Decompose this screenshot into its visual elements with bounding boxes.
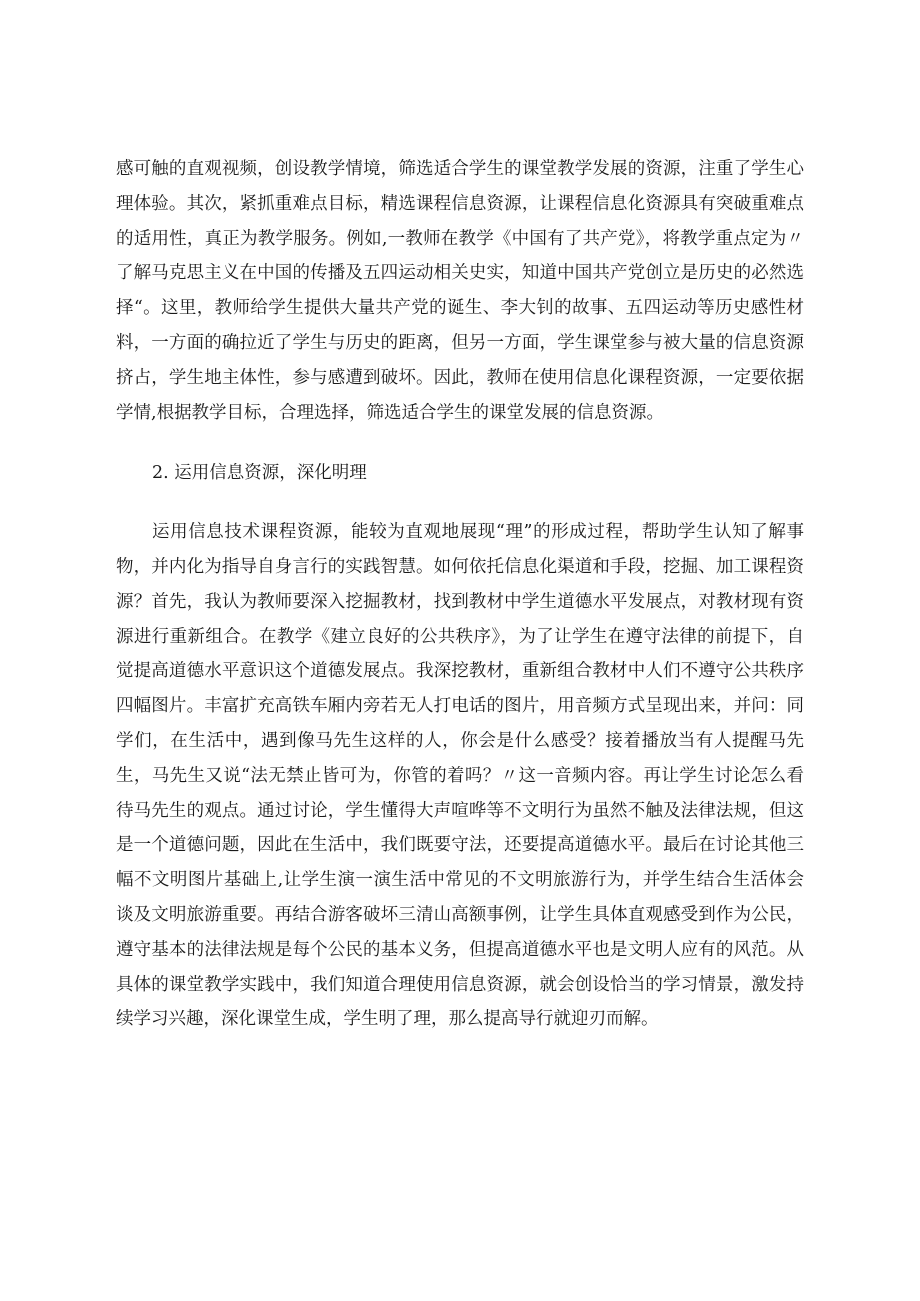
section-heading: 2. 运用信息资源，深化明理	[152, 463, 367, 484]
paragraph-spacer	[116, 491, 804, 515]
body-paragraph: 运用信息技术课程资源，能较为直观地展现“理”的形成过程，帮助学生认知了解事物，并内化为指导自身言行的实践智慧。如何依托信息化渠道和手段，挖掘、加工课程资源？首先，我认为教师要深入挖掘教材，找到教材中学生道德水平发展点，对教材现有资源进行重新组合。在教学《建立良好的公共秩序》，为了让学生在遵守法律的前提下，自觉提高道德水平意识这个道德发展点。我深挖教材，重新组合教材中人们不遵守公共秩序四幅图片。丰富扩充高铁车厢内旁若无人打电话的图片，用音频方式呈现出来，并问：同学们，在生活中，遇到像马先生这样的人，你会是什么感受？接着播放当有人提醒马先生，马先生又说“法无禁止皆可为，你管的着吗？〃这一音频内容。再让学生讨论怎么看待马先生的观点。通过讨论，学生懂得大声喧哗等不文明行为虽然不触及法律法规，但这是一个道德问题，因此在生活中，我们既要守法，还要提高道德水平。最后在讨论其他三幅不文明图片基础上,让学生演一演生活中常见的不文明旅游行为，并学生结合生活体会谈及文明旅游重要。再结合游客破坏三清山高额事例，让学生具体直观感受到作为公民，遵守基本的法律法规是每个公民的基本义务，但提高道德水平也是文明人应有的风范。从具体的课堂教学实践中，我们知道合理使用信息资源，就会创设恰当的学习情景，激发持续学习兴趣，深化课堂生成，学生明了理，那么提高导行就迎刃而解。	[116, 522, 804, 1030]
document-page	[116, 152, 804, 1037]
paragraph-spacer	[116, 430, 804, 456]
body-paragraph-continued: 感可触的直观视频，创设教学情境，筛选适合学生的课堂教学发展的资源，注重了学生心理体验。其次，紧抓重难点目标，精选课程信息资源，让课程信息化资源具有突破重难点的适用性，真正为教学服务。例如,一教师在教学《中国有了共产党》，将教学重点定为〃了解马克思主义在中国的传播及五四运动相关史实，知道中国共产党创立是历史的必然选择“。这里，教师给学生提供大量共产党的诞生、李大钊的故事、五四运动等历史感性材料，一方面的确拉近了学生与历史的距离，但另一方面，学生课堂参与被大量的信息资源挤占，学生地主体性，参与感遭到破坏。因此，教师在使用信息化课程资源，一定要依据学情,根据教学目标，合理选择，筛选适合学生的课堂发展的信息资源。	[116, 159, 804, 423]
